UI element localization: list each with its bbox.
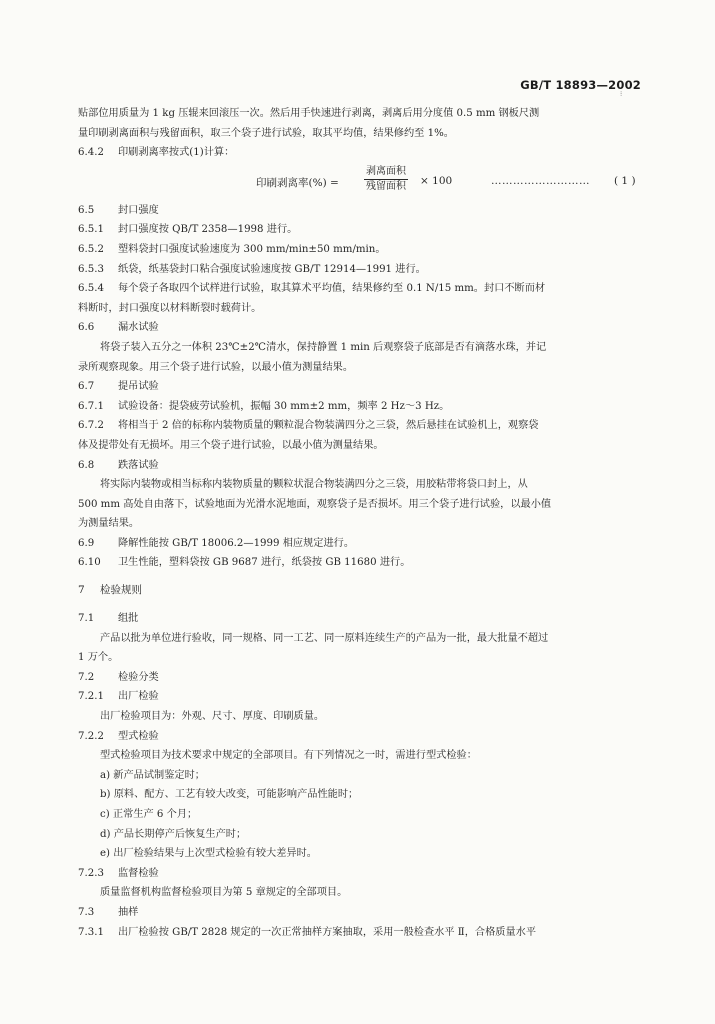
list-item: b) 原料、配方、工艺有较大改变，可能影响产品性能时；: [100, 789, 359, 801]
text-line: 质量监督机构监督检验项目为第 5 章规定的全部项目。: [100, 887, 348, 899]
clause-text: 试验设备：提袋疲劳试验机，振幅 30 mm±2 mm，频率 2 Hz～3 Hz。: [118, 400, 450, 412]
formula-leader-dots: ………………………: [491, 174, 590, 187]
clause-text: 塑料袋封口强度试验速度为 300 mm/min±50 mm/min。: [118, 243, 386, 255]
clause-heading: 组批: [118, 613, 139, 625]
clause-text: 降解性能按 GB/T 18006.2—1999 相应规定进行。: [118, 537, 355, 549]
clause-number: 6.7.2: [78, 420, 104, 432]
clause-number: 7.2: [78, 671, 95, 683]
clause-number: 6.4.2: [78, 147, 104, 159]
text-line: 为测量结果。: [78, 518, 140, 530]
clause-text: 将相当于 2 倍的标称内装物质量的颗粒混合物装满四分之三袋，然后悬挂在试验机上，观察袋: [118, 420, 539, 432]
list-item: a) 新产品试制鉴定时；: [100, 769, 205, 781]
clause-text: 每个袋子各取四个试样进行试验，取其算术平均值，结果修约至 0.1 N/15 mm。封口不断而材: [118, 283, 546, 295]
clause-heading: 出厂检验: [118, 691, 159, 703]
clause-7-3-1: [78, 923, 638, 943]
formula-times: × 100: [420, 174, 453, 187]
chapter-heading: 检验规则: [100, 584, 142, 597]
clause-text: 印刷剥离率按式(1)计算：: [118, 147, 235, 159]
scan-mark: ⁝: [620, 90, 623, 98]
clause-6-5-3: [78, 260, 638, 280]
text-line: 贴部位用质量为 1 kg 压辊来回滚压一次。然后用手快速进行剥离，剥离后用分度值 0.5 mm 钢板尺测: [78, 108, 540, 119]
text-line: 将实际内装物或相当标称内装物质量的颗粒状混合物装满四分之三袋，用胶粘带将袋口封上，从: [100, 479, 528, 491]
formula-equation-number: ( 1 ): [614, 174, 636, 187]
clause-6-8: [78, 456, 638, 476]
clause-number: 7.1: [78, 613, 95, 625]
clause-7-2-2: [78, 727, 638, 747]
clause-6-7-2: [78, 416, 638, 436]
clause-6-5: [78, 201, 638, 221]
formula-numerator: 剥离面积: [364, 165, 408, 180]
clause-7-3: [78, 903, 638, 923]
clause-6-5-1: [78, 220, 638, 240]
formula-lhs: 印刷剥离率(%) =: [256, 176, 339, 189]
clause-number: 6.7: [78, 381, 95, 393]
clause-heading: 抽样: [118, 906, 139, 918]
clause-number: 6.5.1: [78, 224, 104, 236]
standard-number: GB/T 18893—2002: [520, 78, 641, 92]
clause-text: 出厂检验按 GB/T 2828 规定的一次正常抽样方案抽取，采用一般检查水平 Ⅱ，合格质量水平: [118, 926, 537, 938]
clause-number: 6.5: [78, 204, 95, 216]
chapter-7: [78, 579, 638, 601]
clause-number: 6.5.3: [78, 263, 104, 275]
clause-number: 6.6: [78, 322, 95, 334]
text-line: 料断时，封口强度以材料断裂时载荷计。: [78, 302, 262, 314]
chapter-number: 7: [78, 584, 85, 597]
clause-heading: 提吊试验: [118, 381, 159, 393]
clause-number: 7.3.1: [78, 926, 104, 938]
clause-7-1: [78, 609, 638, 629]
list-item: d) 产品长期停产后恢复生产时；: [100, 828, 247, 840]
text-line: 500 mm 高处自由落下，试验地面为光滑水泥地面，观察袋子是否损坏。用三个袋子进行试验，以最小值: [78, 498, 552, 510]
formula-fraction: [364, 165, 408, 194]
clause-6-6: [78, 318, 638, 338]
clause-6-5-4: [78, 279, 638, 299]
text-line: 将袋子装入五分之一体积 23℃±2℃清水，保持静置 1 min 后观察袋子底部是否有滴落水珠，并记: [100, 341, 547, 353]
text-line: 录所观察现象。用三个袋子进行试验，以最小值为测量结果。: [78, 361, 354, 373]
clause-6-7-1: [78, 397, 638, 417]
text-line: 出厂检验项目为：外观、尺寸、厚度、印刷质量。: [100, 711, 325, 723]
clause-number: 6.5.4: [78, 283, 104, 295]
list-item: c) 正常生产 6 个月；: [100, 809, 198, 820]
text-line: 体及提带处有无损坏。用三个袋子进行试验，以最小值为测量结果。: [78, 439, 384, 451]
clause-heading: 型式检验: [118, 730, 159, 742]
text-line: 型式检验项目为技术要求中规定的全部项目。有下列情况之一时，需进行型式检验：: [100, 750, 477, 762]
clause-text: 封口强度按 QB/T 2358—1998 进行。: [118, 224, 298, 236]
clause-number: 7.2.1: [78, 691, 104, 703]
clause-number: 7.3: [78, 906, 95, 918]
clause-6-7: [78, 377, 638, 397]
clause-number: 7.2.2: [78, 730, 104, 742]
clause-7-2-3: [78, 864, 638, 884]
text-line: 量印刷剥离面积与残留面积，取三个袋子进行试验，取其平均值，结果修约至 1%。: [78, 127, 454, 139]
clause-number: 6.10: [78, 557, 101, 569]
clause-heading: 漏水试验: [118, 322, 159, 334]
text-line: 产品以批为单位进行验收，同一规格、同一工艺、同一原料连续生产的产品为一批，最大批量不超过: [100, 632, 549, 644]
clause-6-9: [78, 534, 638, 554]
clause-6-10: [78, 553, 638, 573]
clause-text: 纸袋，纸基袋封口粘合强度试验速度按 GB/T 12914—1991 进行。: [118, 263, 426, 275]
clause-6-5-2: [78, 240, 638, 260]
text-line: 1 万个。: [78, 652, 119, 664]
list-item: e) 出厂检验结果与上次型式检验有较大差异时。: [100, 848, 317, 860]
clause-number: 6.7.1: [78, 400, 104, 412]
clause-heading: 监督检验: [118, 867, 159, 879]
clause-7-2-1: [78, 687, 638, 707]
clause-text: 卫生性能，塑料袋按 GB 9687 进行，纸袋按 GB 11680 进行。: [118, 557, 411, 569]
clause-number: 6.9: [78, 537, 95, 549]
formula-denominator: 残留面积: [366, 180, 406, 192]
clause-7-2: [78, 668, 638, 688]
clause-heading: 封口强度: [118, 204, 159, 216]
clause-number: 7.2.3: [78, 867, 104, 879]
clause-6-4-2: [78, 143, 638, 163]
document-body: [78, 104, 638, 942]
clause-heading: 检验分类: [118, 671, 159, 683]
clause-number: 6.8: [78, 459, 95, 471]
clause-number: 6.5.2: [78, 243, 104, 255]
formula-1: [78, 163, 638, 201]
clause-heading: 跌落试验: [118, 459, 159, 471]
